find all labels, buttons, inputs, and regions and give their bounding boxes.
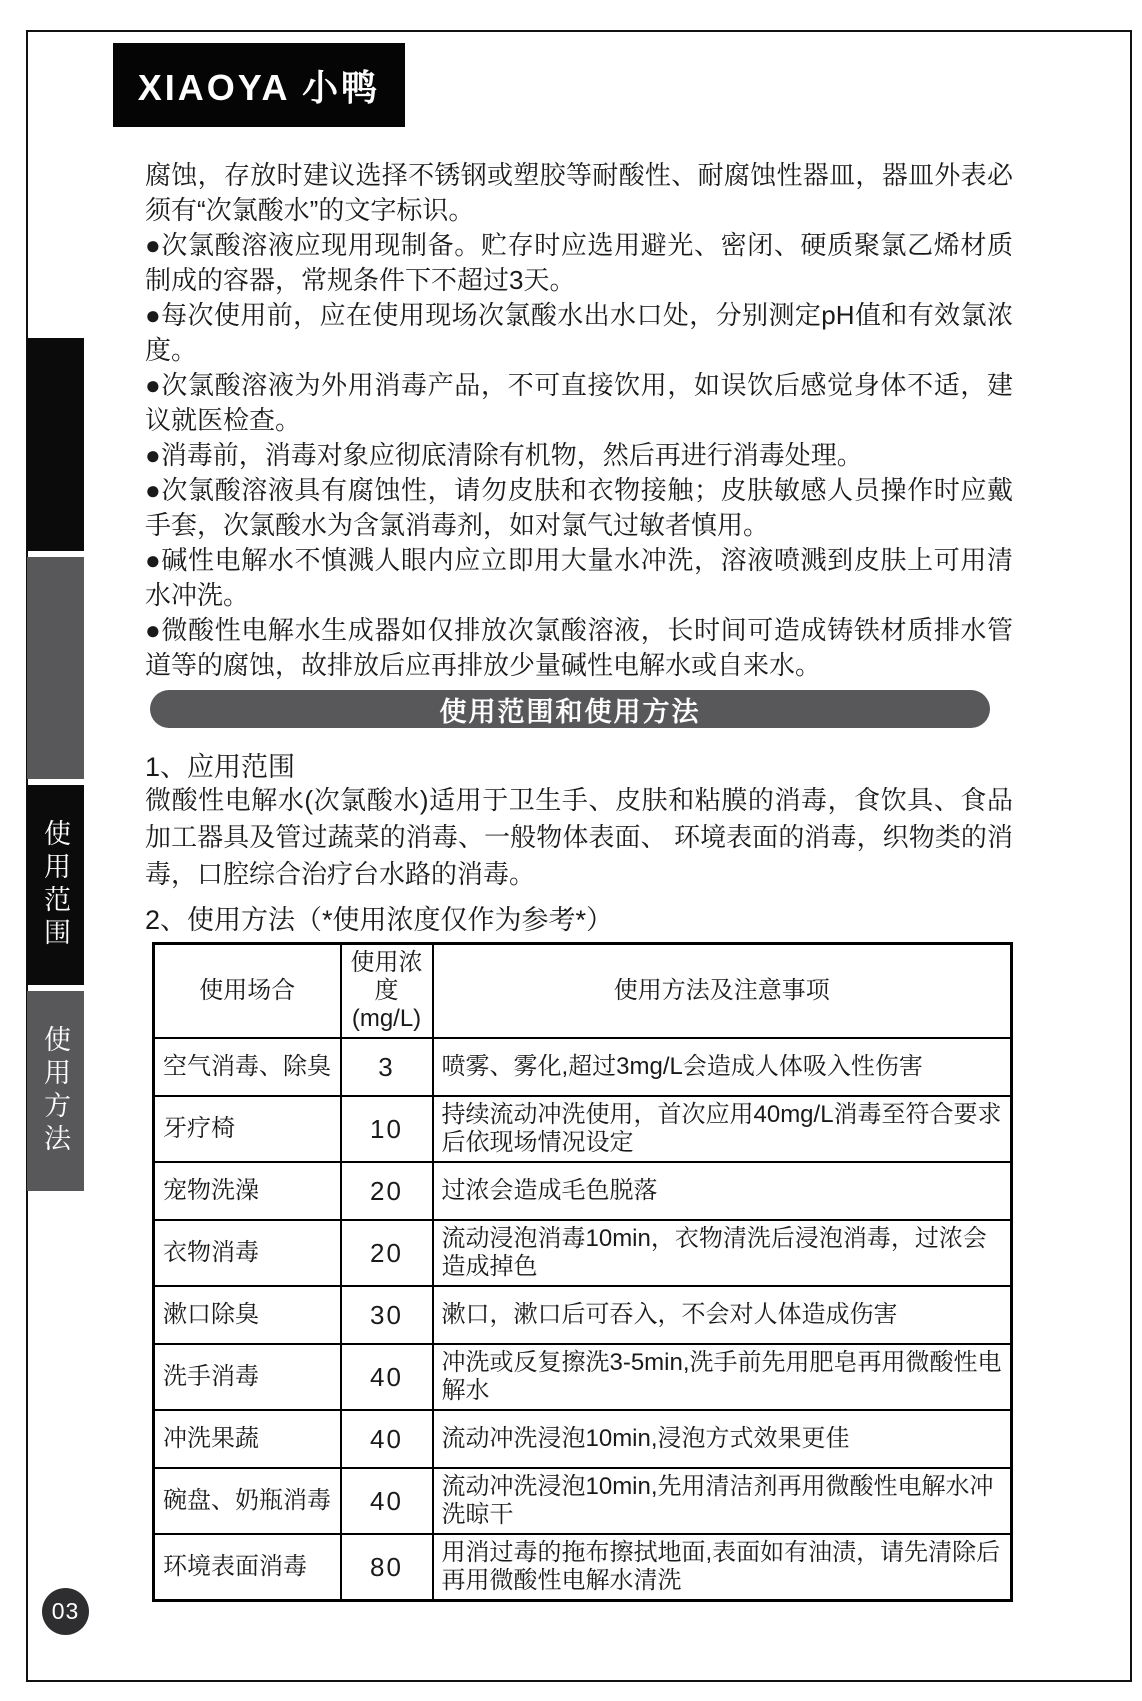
table-header-row [154,944,1012,1039]
cell-scene: 牙疗椅 [154,1096,341,1162]
paragraph: 腐蚀，存放时建议选择不锈钢或塑胶等耐酸性、耐腐蚀性器皿，器皿外表必须有“次氯酸水”的文字标识。 [145,160,1013,225]
table-row [154,1038,1012,1096]
sidebar-tab-usage-method [27,991,84,1191]
cell-method: 过浓会造成毛色脱落 [433,1162,1012,1220]
cell-method: 流动冲洗浸泡10min,浸泡方式效果更佳 [433,1410,1012,1468]
paragraph: ●次氯酸溶液为外用消毒产品，不可直接饮用，如误饮后感觉身体不适，建议就医检查。 [145,370,1013,435]
header-method: 使用方法及注意事项 [433,944,1012,1039]
table-row [154,1534,1012,1601]
paragraph: ●每次使用前，应在使用现场次氯酸水出水口处，分别测定pH值和有效氯浓度。 [145,300,1013,365]
header-concentration: 使用浓度(mg/L) [341,944,433,1039]
cell-concentration: 30 [341,1286,433,1344]
cell-concentration: 20 [341,1220,433,1286]
sidebar-tab-usage-range-label: 使用范围 [40,819,70,951]
table-row [154,1096,1012,1162]
section2-title: 2、使用方法（*使用浓度仅作为参考*） [145,905,614,935]
cell-scene: 漱口除臭 [154,1286,341,1344]
cell-method: 持续流动冲洗使用，首次应用40mg/L消毒至符合要求后依现场情况设定 [433,1096,1012,1162]
table-row [154,1468,1012,1534]
cell-scene: 衣物消毒 [154,1220,341,1286]
paragraph: ●次氯酸溶液具有腐蚀性，请勿皮肤和衣物接触；皮肤敏感人员操作时应戴手套，次氯酸水为含氯消毒剂，如对氯气过敏者慎用。 [145,475,1013,540]
brand-logo-text: XIAOYA 小鸭 [137,66,381,108]
table-row [154,1410,1012,1468]
paragraph: ●次氯酸溶液应现用现制备。贮存时应选用避光、密闭、硬质聚氯乙烯材质制成的容器，常规条件下不超过3天。 [145,230,1013,295]
cell-scene: 冲洗果蔬 [154,1410,341,1468]
table-row [154,1344,1012,1410]
table-row [154,1220,1012,1286]
cell-method: 喷雾、雾化,超过3mg/L会造成人体吸入性伤害 [433,1038,1012,1096]
sidebar-tab-usage-method-label: 使用方法 [40,1025,70,1157]
paragraph: ●消毒前，消毒对象应彻底清除有机物，然后再进行消毒处理。 [145,440,863,470]
section-header-title: 使用范围和使用方法 [439,696,701,727]
cell-method: 用消过毒的拖布擦拭地面,表面如有油渍，请先清除后再用微酸性电解水清洗 [433,1534,1012,1601]
sidebar-block-blank-gray [27,557,84,779]
cell-scene: 环境表面消毒 [154,1534,341,1601]
paragraph: ●碱性电解水不慎溅人眼内应立即用大量水冲洗，溶液喷溅到皮肤上可用清水冲洗。 [145,545,1013,610]
page-number-badge [42,1588,89,1635]
table-row [154,1162,1012,1220]
cell-concentration: 40 [341,1344,433,1410]
paragraph: ●微酸性电解水生成器如仅排放次氯酸溶液，长时间可造成铸铁材质排水管道等的腐蚀，故排放后应再排放少量碱性电解水或自来水。 [145,615,1013,680]
cell-method: 流动冲洗浸泡10min,先用清洁剂再用微酸性电解水冲洗晾干 [433,1468,1012,1534]
cell-concentration: 40 [341,1410,433,1468]
usage-table [152,942,1013,1602]
sidebar-block-blank-top [27,338,84,551]
cell-scene: 空气消毒、除臭 [154,1038,341,1096]
table-row [154,1286,1012,1344]
sidebar-tab-usage-range [27,785,84,985]
cell-method: 流动浸泡消毒10min，衣物清洗后浸泡消毒，过浓会造成掉色 [433,1220,1012,1286]
cell-concentration: 80 [341,1534,433,1601]
cell-scene: 碗盘、奶瓶消毒 [154,1468,341,1534]
cell-concentration: 40 [341,1468,433,1534]
section1-title: 1、应用范围 [145,752,296,782]
cell-scene: 宠物洗澡 [154,1162,341,1220]
brand-logo [113,43,405,127]
cell-concentration: 20 [341,1162,433,1220]
section-header-bar [150,690,990,728]
cell-scene: 洗手消毒 [154,1344,341,1410]
cell-concentration: 10 [341,1096,433,1162]
cell-method: 冲洗或反复擦洗3-5min,洗手前先用肥皂再用微酸性电解水 [433,1344,1012,1410]
cell-method: 漱口，漱口后可吞入，不会对人体造成伤害 [433,1286,1012,1344]
cell-concentration: 3 [341,1038,433,1096]
precautions-text-block [145,158,1013,683]
page-number: 03 [51,1598,80,1624]
header-scene: 使用场合 [154,944,341,1039]
section1-body: 微酸性电解水(次氯酸水)适用于卫生手、皮肤和粘膜的消毒，食饮具、食品加工器具及管过蔬菜的消毒、一般物体表面、 环境表面的消毒，织物类的消毒，口腔综合治疗台水路的消毒。 [145,785,1013,889]
